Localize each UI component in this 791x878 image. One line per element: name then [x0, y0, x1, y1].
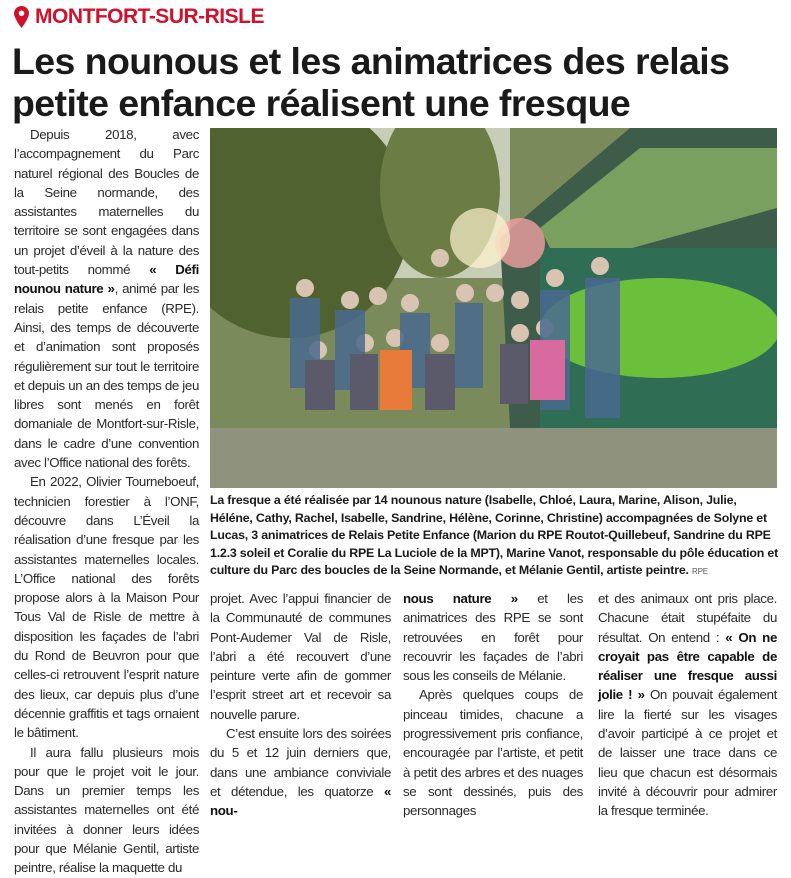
paragraph: [210, 724, 391, 820]
highlight-text: « nou-: [210, 783, 391, 819]
article-column-1: [14, 125, 199, 878]
highlight-text: « Défi nounou nature »: [14, 262, 199, 297]
article-column-4: [598, 589, 777, 821]
quote-text: « On ne croyait pas être capable de réaliser une fresque aussi jolie ! »: [598, 629, 777, 703]
map-pin-icon: [14, 6, 29, 28]
paragraph: projet. Avec l’appui financier de la Communauté de communes Pont-Audemer Val de Risle, l’abri a été recouvert d’une peinture verte afin de gommer l’esprit street art et recevoir sa nouvelle parure.: [210, 591, 391, 722]
headline: Les nounous et les animatrices des relais petite enfance réalisent une fresque: [12, 40, 730, 124]
paragraph: [14, 125, 199, 472]
photo-caption: [210, 492, 780, 581]
section-kicker: [14, 5, 264, 29]
text: et les animatrices des RPE se sont retrouvées en forêt pour recouvrir les façades de l’abri sous les conseils de Mélanie.: [403, 591, 584, 684]
highlight-text: nous nature »: [403, 591, 518, 606]
paragraph: En 2022, Olivier Tourneboeuf, technicien forestier à l’ONF, découvre dans L’Éveil la réalisation d’une fresque par les assistantes maternelles locales. L’Office national des forêts propose alors à la Maison Pour Tous Val de Risle de mettre à disposition les façades de l’abri du Rond de Beuvron pour que celles-ci retrouvent l’esprit nature des lieux, car depuis plus d’une décennie graffitis et tags ornaient le bâtiment.: [14, 474, 199, 741]
article-photo: [210, 128, 777, 488]
paragraph: Après quelques coups de pinceau timides, chacune a progressivement pris confiance, encouragée par l’artiste, et petit à petit des arbres et des nuages se sont dessinés, puis des personnages: [403, 687, 583, 819]
text: On pouvait également lire la fierté sur les visages d’avoir participé à ce projet et de laisser une trace dans ce lieu que chacun est désormais invité à découvrir pour admirer la fresque terminée.: [598, 687, 777, 819]
paragraph: [403, 589, 583, 685]
paragraph: [598, 589, 777, 821]
group-photo-illustration: [210, 128, 777, 488]
text: Depuis 2018, avec l’accompagnement du Parc naturel régional des Boucles de la Seine normande, des assistantes maternelles du territoire se sont engagées dans un projet d’éveil à la nature des tout-petits nommé: [14, 127, 199, 278]
text: et des animaux ont pris place. Chacune était stupéfaite du résultat. On entend :: [598, 591, 777, 645]
text: C’est ensuite lors des soirées du 5 et 12 juin derniers que, dans une ambiance conviviale et détendue, les quatorze: [210, 726, 391, 799]
location-label: MONTFORT-SUR-RISLE: [35, 5, 264, 28]
article-column-2: [210, 589, 391, 821]
caption-text: La fresque a été réalisée par 14 nounous nature (Isabelle, Chloé, Laura, Marine, Alison, Julie, Héléne, Cathy, Rachel, Isabelle, Sandrine, Hélène, Corinne, Christine) accompagnées de Solyne et Lucas, 3 animatrices de Relais Petite Enfance (Marion du RPE Routot-Quillebeuf, Sandrine du RPE 1.2.3 soleil et Coralie du RPE La Luciole de la MPT), Marine Vanot, responsable du pôle éducation et culture du Parc des boucles de la Seine Normande, et Mélanie Gentil, artiste peintre.: [210, 493, 778, 578]
text: , animé par les relais petite enfance (RPE). Ainsi, des temps de découverte et d’animation sont proposés régulièrement sur tout le territoire et depuis un an des temps de jeu libres sont menés en forêt domaniale de Montfort-sur-Risle, dans le cadre d’une convention avec l’Office national des forêts.: [14, 281, 199, 471]
article-column-3: [403, 589, 583, 821]
paragraph: Il aura fallu plusieurs mois pour que le projet voit le jour. Dans un premier temps les assistantes maternelles ont été invitées à donner leurs idées pour que Mélanie Gentil, artiste peintre, réalise la maquette du: [14, 744, 199, 876]
photo-credit: RPE: [692, 567, 708, 577]
